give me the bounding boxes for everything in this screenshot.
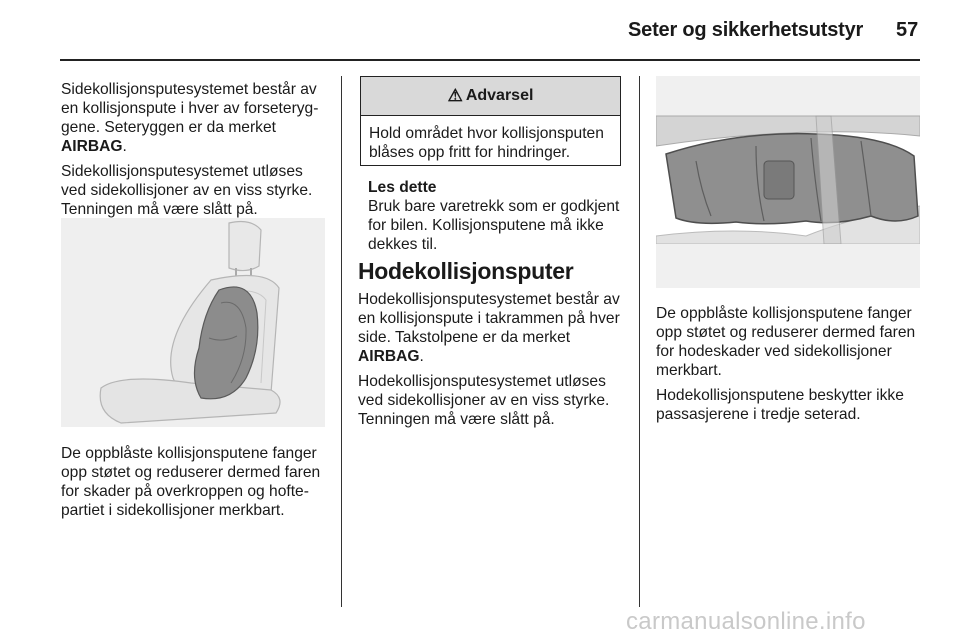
section-heading: Hodekollisjonsputer (358, 258, 574, 284)
seat-airbag-drawing (61, 218, 325, 427)
warning-title: Advarsel (465, 87, 534, 104)
page-header-title: Seter og sikkerhetsutstyr (628, 19, 864, 41)
column-divider (639, 76, 640, 607)
curtain-airbag-illustration (656, 76, 920, 288)
warning-box (360, 76, 621, 166)
note-text: Bruk bare varetrekk som er godkjent for bilen. Kollisjonsputene må ikke dekkes til. (368, 198, 620, 253)
curtain-airbag-drawing (656, 76, 920, 288)
column-right (656, 304, 928, 424)
warning-header (361, 77, 620, 116)
note-title: Les dette (368, 179, 437, 196)
paragraph: Hodekollisjonsputesystemet utløses ved sidekollisjoner av en viss styrke. Tenningen må være slått på. (358, 373, 610, 428)
paragraph: Sidekollisjonsputesystemet består av en kollisjonspute i hver av forseteryg- gene. Seteryggen er da merket AIRBAG. (61, 81, 319, 155)
column-divider (341, 76, 342, 607)
warning-triangle-icon: ⚠ (447, 86, 463, 105)
paragraph: Hodekollisjonsputene beskytter ikke passasjerene i tredje seterad. (656, 387, 904, 423)
header-divider (60, 59, 920, 61)
airbag-label: AIRBAG (358, 348, 420, 365)
airbag-label: AIRBAG (61, 138, 123, 155)
note-block (368, 178, 626, 254)
caption-seat-airbag: De oppblåste kollisjonsputene fanger opp støtet og reduserer dermed faren for skader på overkroppen og hofte- partiet i sidekollisjoner merkbart. (61, 445, 321, 519)
seat-airbag-illustration (61, 218, 325, 427)
caption-curtain-airbag: De oppblåste kollisjonsputene fanger opp støtet og reduserer dermed faren for hodeskader ved sidekollisjoner merkbart. (656, 305, 916, 379)
column-left (61, 80, 329, 219)
page-number: 57 (896, 19, 919, 41)
warning-text: Hold området hvor kollisjonsputen blåses opp fritt for hindringer. (369, 125, 604, 161)
column-middle (358, 290, 628, 429)
paragraph: Hodekollisjonsputesystemet består av en kollisjonspute i takrammen på hver side. Takstolpene er da merket AIRBAG. (358, 291, 620, 365)
watermark: carmanualsonline.info (626, 608, 866, 635)
paragraph: Sidekollisjonsputesystemet utløses ved sidekollisjoner av en viss styrke. Tenningen må være slått på. (61, 163, 313, 218)
